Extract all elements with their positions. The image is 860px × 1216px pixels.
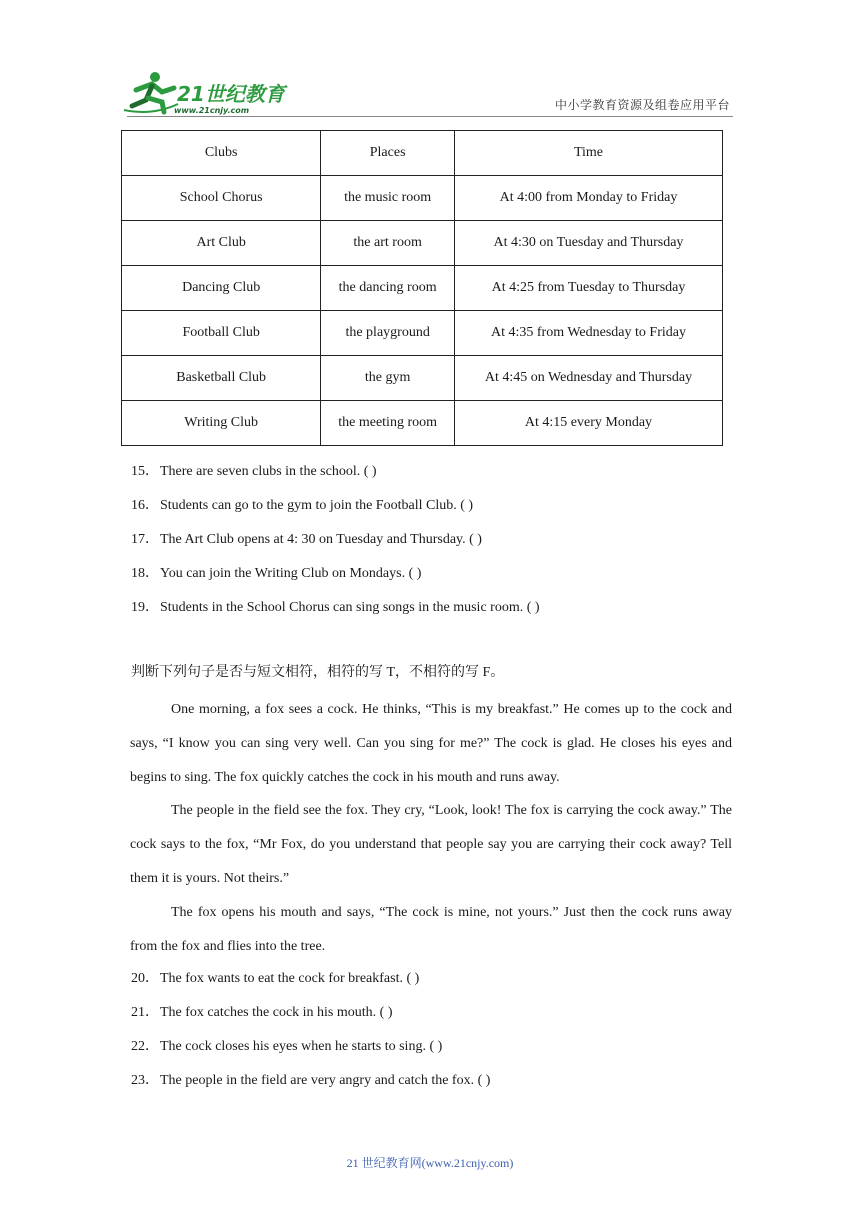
question-17: 17．The Art Club opens at 4: 30 on Tuesday and Thursday. ( ) [131,532,482,547]
cell-place: the dancing room [321,266,455,311]
site-logo [122,70,292,116]
cell-time: At 4:35 from Wednesday to Friday [454,311,722,356]
question-22: 22．The cock closes his eyes when he starts to sing. ( ) [131,1039,443,1054]
question-23: 23．The people in the field are very angry and catch the fox. ( ) [131,1073,491,1088]
cell-club: Basketball Club [122,356,321,401]
clubs-table [121,130,723,446]
question-21: 21．The fox catches the cock in his mouth. ( ) [131,1005,393,1020]
page-footer: 21 世纪教育网(www.21cnjy.com) [346,1156,514,1170]
question-19: 19．Students in the School Chorus can sing songs in the music room. ( ) [131,600,540,615]
table-row [122,176,723,221]
question-18: 18．You can join the Writing Club on Mondays. ( ) [131,566,422,581]
header-divider [127,116,733,117]
logo-url: www.21cnjy.com [174,106,250,115]
cell-club: School Chorus [122,176,321,221]
cell-club: Writing Club [122,401,321,446]
cell-time: At 4:00 from Monday to Friday [454,176,722,221]
question-15: 15．There are seven clubs in the school. ( ) [131,464,377,479]
cell-club: Art Club [122,221,321,266]
passage-paragraph: One morning, a fox sees a cock. He thinks, “This is my breakfast.” He comes up to the cock and says, “I know you can sing very well. Can you sing for me?” The cock is glad. He closes his eyes and begins to sing. The fox quickly catches the cock in his mouth and runs away. [130,702,732,785]
cell-place: the music room [321,176,455,221]
table-row [122,401,723,446]
cell-time: At 4:25 from Tuesday to Thursday [454,266,722,311]
cell-club: Dancing Club [122,266,321,311]
table-row [122,311,723,356]
table-row [122,356,723,401]
cell-time: At 4:30 on Tuesday and Thursday [454,221,722,266]
platform-name: 中小学教育资源及组卷应用平台 [554,98,730,112]
passage-paragraph: The fox opens his mouth and says, “The cock is mine, not yours.” Just then the cock runs away from the fox and flies into the tree. [130,904,732,954]
header-clubs: Clubs [122,131,321,176]
cell-club: Football Club [122,311,321,356]
passage-paragraph: The people in the field see the fox. They cry, “Look, look! The fox is carrying the cock away.” The cock says to the fox, “Mr Fox, do you understand that people say you are carrying their cock away? Tell them it is yours. Not theirs.” [130,803,732,886]
table-row [122,266,723,311]
logo-text: 21世纪教育 [177,82,285,106]
reading-passage [130,693,732,963]
table-header-row [122,131,723,176]
cell-time: At 4:45 on Wednesday and Thursday [454,356,722,401]
header-places: Places [321,131,455,176]
table-row [122,221,723,266]
header-time: Time [454,131,722,176]
section-instruction: 判断下列句子是否与短文相符，相符的写 T，不相符的写 F。 [131,665,505,680]
question-16: 16．Students can go to the gym to join the Football Club. ( ) [131,498,474,513]
cell-place: the gym [321,356,455,401]
cell-place: the art room [321,221,455,266]
cell-place: the meeting room [321,401,455,446]
cell-place: the playground [321,311,455,356]
cell-time: At 4:15 every Monday [454,401,722,446]
question-20: 20．The fox wants to eat the cock for breakfast. ( ) [131,971,420,986]
